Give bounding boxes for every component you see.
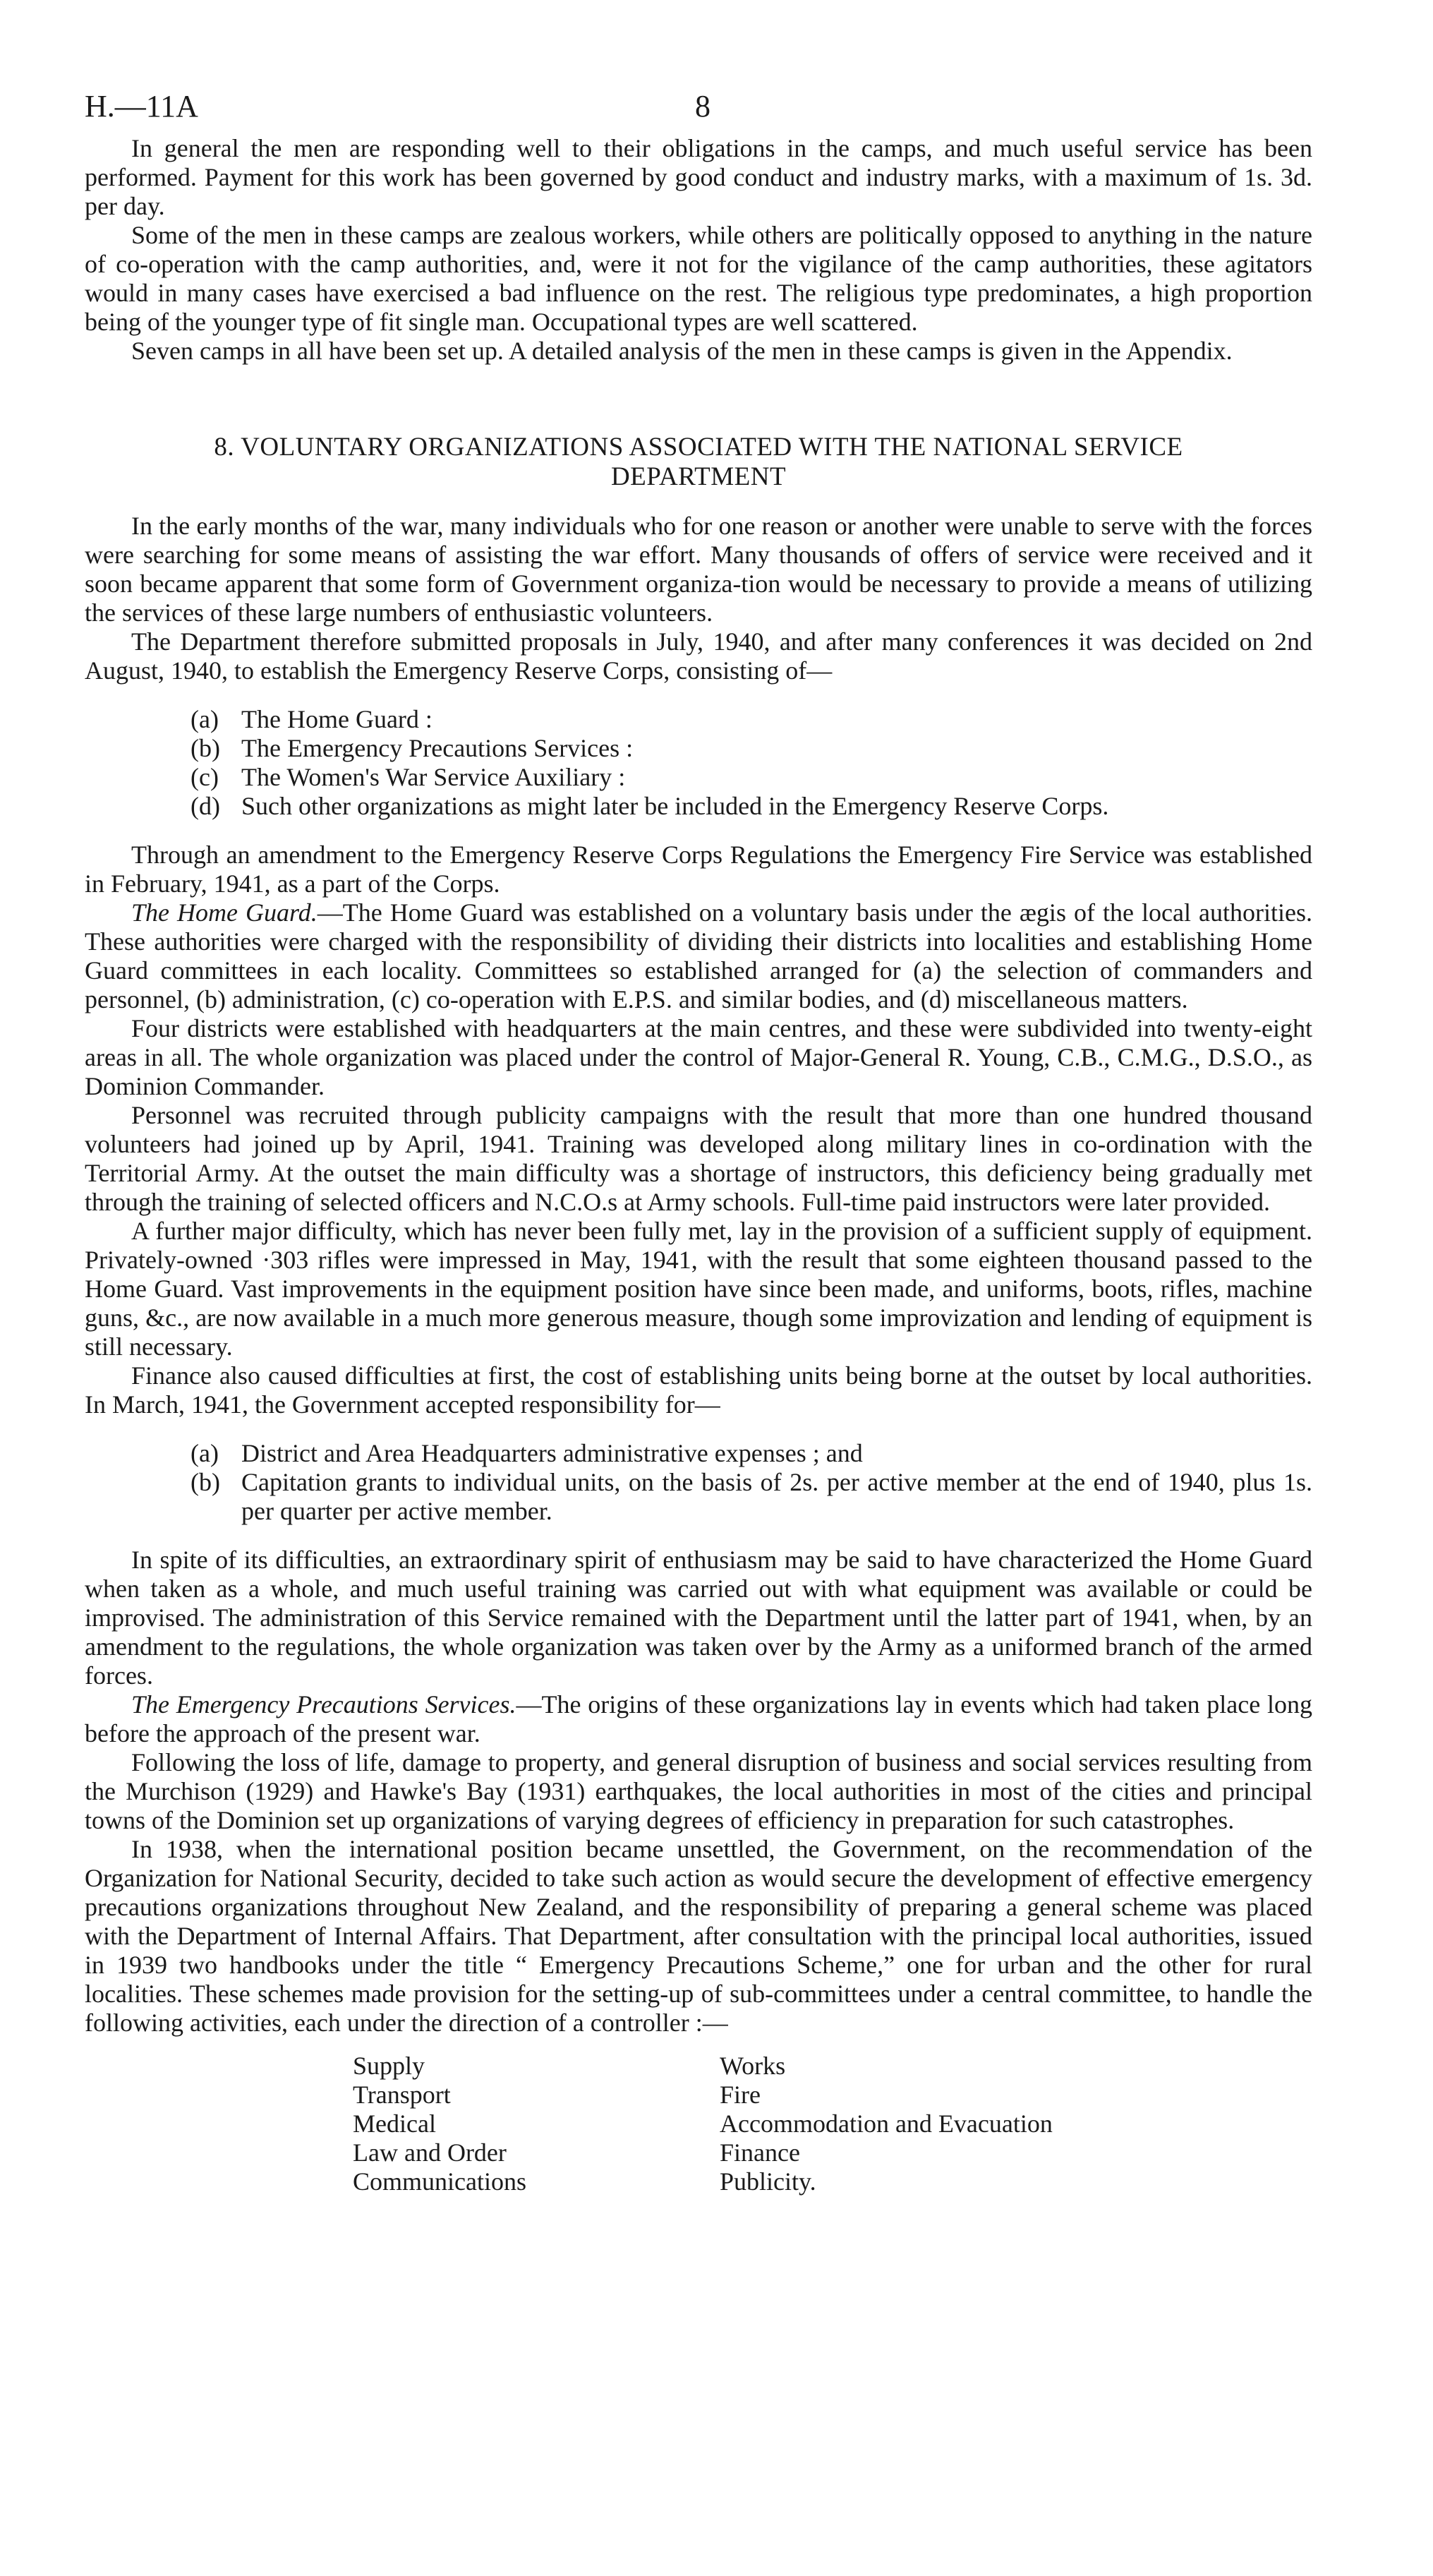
eps-heading: The Emergency Precautions Services.: [131, 1690, 516, 1719]
eps-paragraph-2: Following the loss of life, damage to property, and general disruption of business and social services resulting from the Murchison (1929) and Hawke's Bay (1931) earthquakes, the local authorities in most of the cities and principal towns of the Dominion set up organizations of varying degrees of efficiency in preparation for such catastrophes.: [85, 1748, 1312, 1834]
controller-item: Medical: [353, 2109, 436, 2138]
corps-list: [85, 705, 1312, 821]
section-paragraph-1: In the early months of the war, many individuals who for one reason or another were unable to serve with the forces were searching for some means of assisting the war effort. Many thousands of offers of service were received and it soon became apparent that some form of Government organiza-tion would be necessary to provide a means of utilizing the services of these large numbers of enthusiastic volunteers.: [85, 512, 1312, 627]
list-item-label: (a): [191, 705, 219, 733]
intro-paragraph-1: In general the men are responding well to their obligations in the camps, and much useful service has been performed. Payment for this work has been governed by good conduct and industry marks, with a maximum of 1s. 3d. per day.: [85, 134, 1312, 220]
eps-paragraph-3: In 1938, when the international position became unsettled, the Government, on the recommendation of the Organization for National Security, decided to take such action as would secure the development of effective emergency precautions organizations throughout New Zealand, and the responsibility of preparing a general scheme was placed with the Department of Internal Affairs. That Department, after consultation with the principal local authorities, issued in 1939 two handbooks under the title “ Emergency Precautions Scheme,” one for urban and the other for rural localities. These schemes made provision for the setting-up of sub-committees under a central committee, to handle the following activities, each under the direction of a controller :—: [85, 1835, 1312, 2037]
list-item-label: (c): [191, 763, 219, 791]
list-item-text: The Women's War Service Auxiliary :: [241, 763, 626, 791]
controller-item: Supply: [353, 2052, 425, 2080]
home-guard-paragraph-4: A further major difficulty, which has never been fully met, lay in the provision of a sufficient supply of equipment. Privately-owned ·303 rifles were impressed in May, 1941, with the result that some eighteen thousand passed to the Home Guard. Vast improvements in the equipment position have since been made, and uniforms, boots, rifles, machine guns, &c., are now available in a much more generous measure, though some improvization and lending of equipment is still necessary.: [85, 1217, 1312, 1361]
list-item: [191, 763, 1312, 792]
controller-item: Works: [720, 2052, 786, 2080]
list-item-text: District and Area Headquarters administrative expenses ; and: [241, 1439, 863, 1467]
home-guard-paragraph-6: In spite of its difficulties, an extraordinary spirit of enthusiasm may be said to have characterized the Home Guard when taken as a whole, and much useful training was carried out with what equipment was available or could be improvised. The administration of this Service remained with the Department until the latter part of 1941, when, by an amendment to the regulations, the whole organization was taken over by the Army as a uniformed branch of the armed forces.: [85, 1546, 1312, 1690]
home-guard-paragraph-1: [85, 898, 1312, 1014]
home-guard-heading: The Home Guard.: [131, 898, 318, 927]
list-item: [191, 1468, 1312, 1526]
controller-item: Publicity.: [720, 2167, 816, 2196]
controller-activities: [85, 2052, 1312, 2196]
list-item: [191, 1439, 1312, 1468]
list-item-label: (a): [191, 1439, 219, 1467]
home-guard-text: —The Home Guard was established on a voluntary basis under the ægis of the local authorities. These authorities were charged with the responsibility of dividing their districts into localities and establishing Home Guard committees in each locality. Committees so established arranged for (a) the selection of commanders and personnel, (b) administration, (c) co-operation with E.P.S. and similar bodies, and (d) miscellaneous matters.: [85, 898, 1312, 1013]
section-paragraph-2: The Department therefore submitted proposals in July, 1940, and after many conferences it was decided on 2nd August, 1940, to establish the Emergency Reserve Corps, consisting of—: [85, 627, 1312, 685]
document-page: [85, 78, 1312, 2196]
finance-list: [85, 1439, 1312, 1526]
list-item: [191, 792, 1312, 821]
report-reference: H.—11A: [85, 89, 198, 124]
list-item: [191, 705, 1312, 734]
controller-item: Law and Order: [353, 2138, 507, 2167]
section-heading-line-2: DEPARTMENT: [610, 462, 787, 491]
intro-paragraph-2: Some of the men in these camps are zealous workers, while others are politically opposed to anything in the nature of co-operation with the camp authorities, and, were it not for the vigilance of the camp authorities, these agitators would in many cases have exercised a bad influence on the rest. The religious type predominates, a high proportion being of the younger type of fit single man. Occupational types are well scattered.: [85, 221, 1312, 336]
controller-item: Accommodation and Evacuation: [720, 2109, 1053, 2138]
intro-paragraph-3: Seven camps in all have been set up. A detailed analysis of the men in these camps is given in the Appendix.: [131, 337, 1233, 365]
section-paragraph-3: Through an amendment to the Emergency Reserve Corps Regulations the Emergency Fire Service was established in February, 1941, as a part of the Corps.: [85, 841, 1312, 898]
section-heading-line-1: 8. VOLUNTARY ORGANIZATIONS ASSOCIATED WITH THE NATIONAL SERVICE: [214, 433, 1183, 462]
list-item-label: (b): [191, 1468, 220, 1496]
list-item-text: The Emergency Precautions Services :: [241, 734, 634, 762]
home-guard-paragraph-2: Four districts were established with headquarters at the main centres, and these were subdivided into twenty-eight areas in all. The whole organization was placed under the control of Major-General R. Young, C.B., C.M.G., D.S.O., as Dominion Commander.: [85, 1014, 1312, 1100]
section-heading: [85, 433, 1312, 492]
controller-item: Transport: [353, 2081, 451, 2109]
list-item-label: (d): [191, 792, 220, 820]
eps-text: —The origins of these organizations lay in events which had taken place long before the approach of the present war.: [85, 1690, 1312, 1747]
list-item-text: Capitation grants to individual units, on the basis of 2s. per active member at the end of 1940, plus 1s. per quarter per active member.: [241, 1468, 1312, 1525]
controller-item: Fire: [720, 2081, 761, 2109]
list-item-text: The Home Guard :: [241, 705, 433, 733]
page-number: 8: [695, 89, 711, 124]
controller-item: Communications: [353, 2167, 526, 2196]
controller-item: Finance: [720, 2138, 800, 2167]
eps-paragraph-1: [85, 1690, 1312, 1748]
home-guard-paragraph-3: Personnel was recruited through publicity campaigns with the result that more than one hundred thousand volunteers had joined up by April, 1941. Training was developed along military lines in co-ordination with the Territorial Army. At the outset the main difficulty was a shortage of instructors, this deficiency being gradually met through the training of selected officers and N.C.O.s at Army schools. Full-time paid instructors were later provided.: [85, 1101, 1312, 1216]
page-header: [85, 78, 1312, 134]
list-item: [191, 734, 1312, 763]
list-item-text: Such other organizations as might later be included in the Emergency Reserve Corps.: [241, 792, 1109, 820]
list-item-label: (b): [191, 734, 220, 762]
home-guard-paragraph-5: Finance also caused difficulties at first, the cost of establishing units being borne at the outset by local authorities. In March, 1941, the Government accepted responsibility for—: [85, 1361, 1312, 1419]
